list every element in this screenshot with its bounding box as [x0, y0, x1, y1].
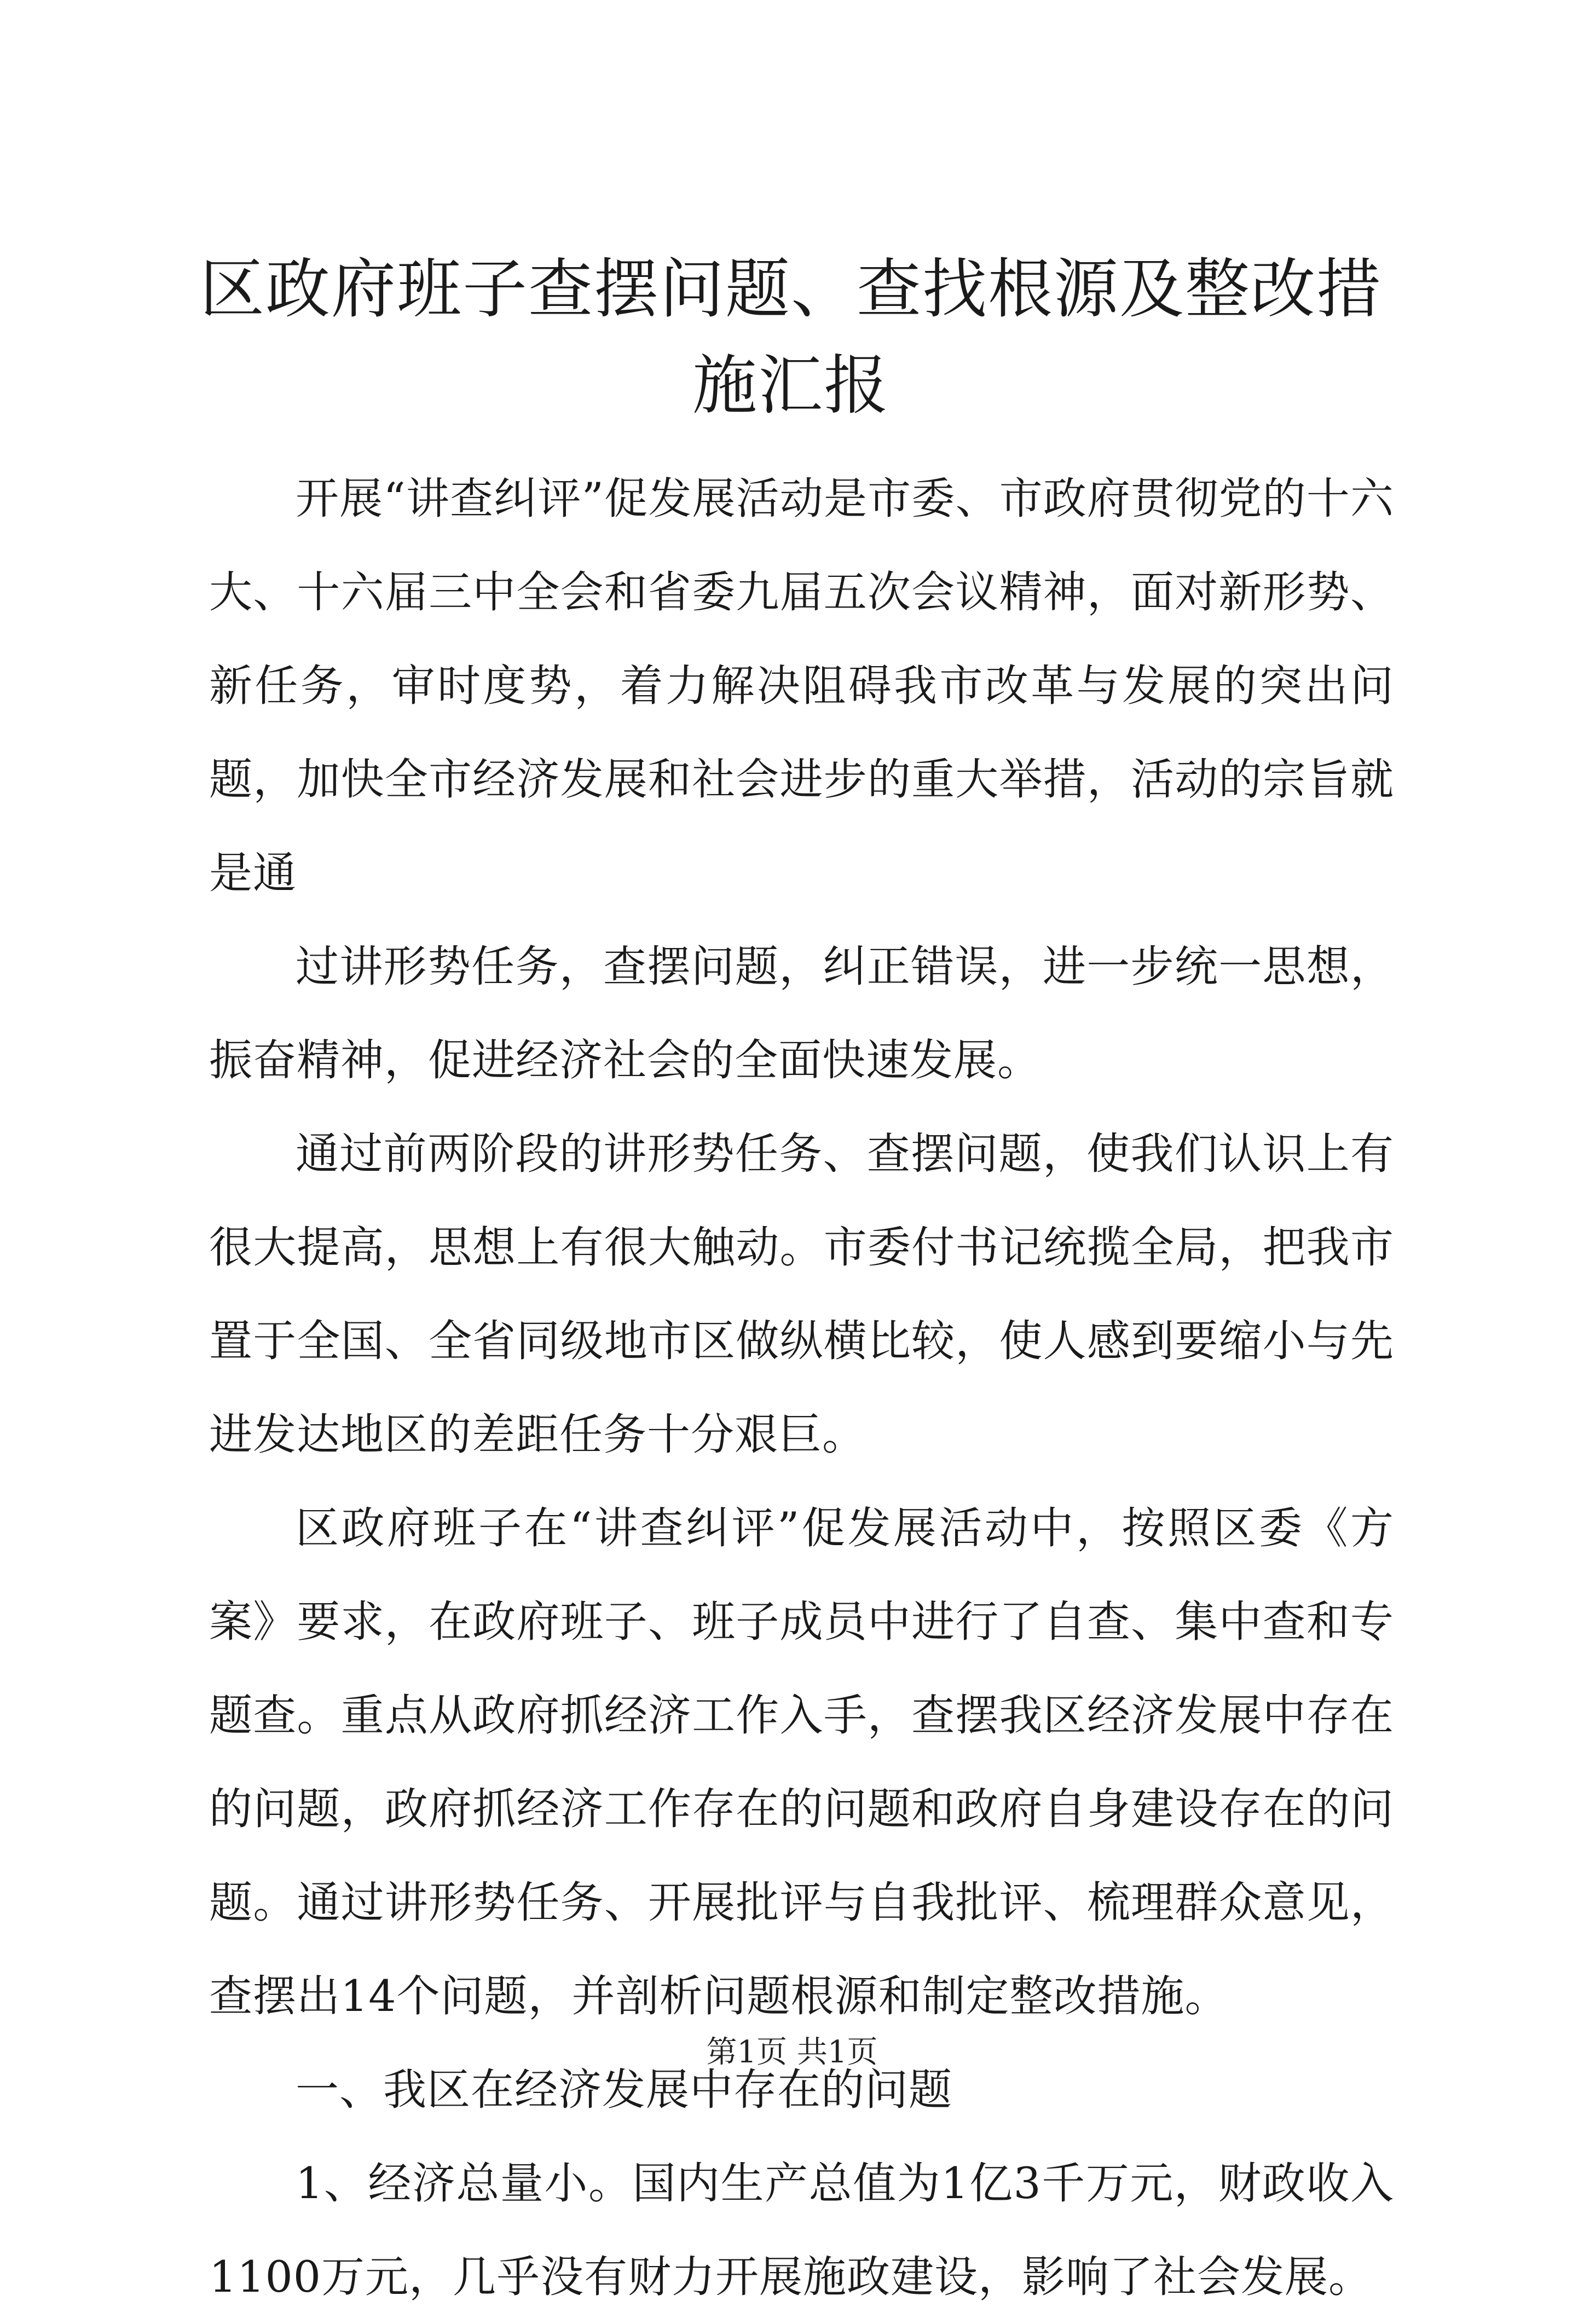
paragraph-purpose: 过讲形势任务，查摆问题，纠正错误，进一步统一思想，振奋精神，促进经济社会的全面快速发展。	[209, 941, 1394, 1085]
paragraph-intro: 开展“讲查纠评”促发展活动是市委、市政府贯彻党的十六大、十六届三中全会和省委九届五次会议精神，面对新形势、新任务，审时度势，着力解决阻碍我市改革与发展的突出问题，加快全市经济发展和社会进步的重大举措，活动的宗旨就是通	[209, 473, 1394, 898]
paragraph-progress: 通过前两阶段的讲形势任务、查摆问题，使我们认识上有很大提高，思想上有很大触动。市委付书记统揽全局，把我市置于全国、全省同级地市区做纵横比较，使人感到要缩小与先进发达地区的差距任务十分艰巨。	[209, 1129, 1394, 1460]
page-footer: 第1页 共1页	[706, 2034, 878, 2070]
paragraph-item-1: 1、经济总量小。国内生产总值为1亿3千万元，财政收入1100万元，几乎没有财力开展施政建设，影响了社会发展。	[209, 2158, 1394, 2302]
paragraph-activities: 区政府班子在“讲查纠评”促发展活动中，按照区委《方案》要求，在政府班子、班子成员中进行了自查、集中查和专题查。重点从政府抓经济工作入手，查摆我区经济发展中存在的问题，政府抓经济工作存在的问题和政府自身建设存在的问题。通过讲形势任务、开展批评与自我批评、梳理群众意见，查摆出14个问题，并剖析问题根源和制定整改措施。	[209, 1503, 1394, 2021]
document-title: 区政府班子查摆问题、查找根源及整改措施汇报	[199, 251, 1382, 423]
section-heading: 一、我区在经济发展中存在的问题	[296, 2065, 952, 2115]
